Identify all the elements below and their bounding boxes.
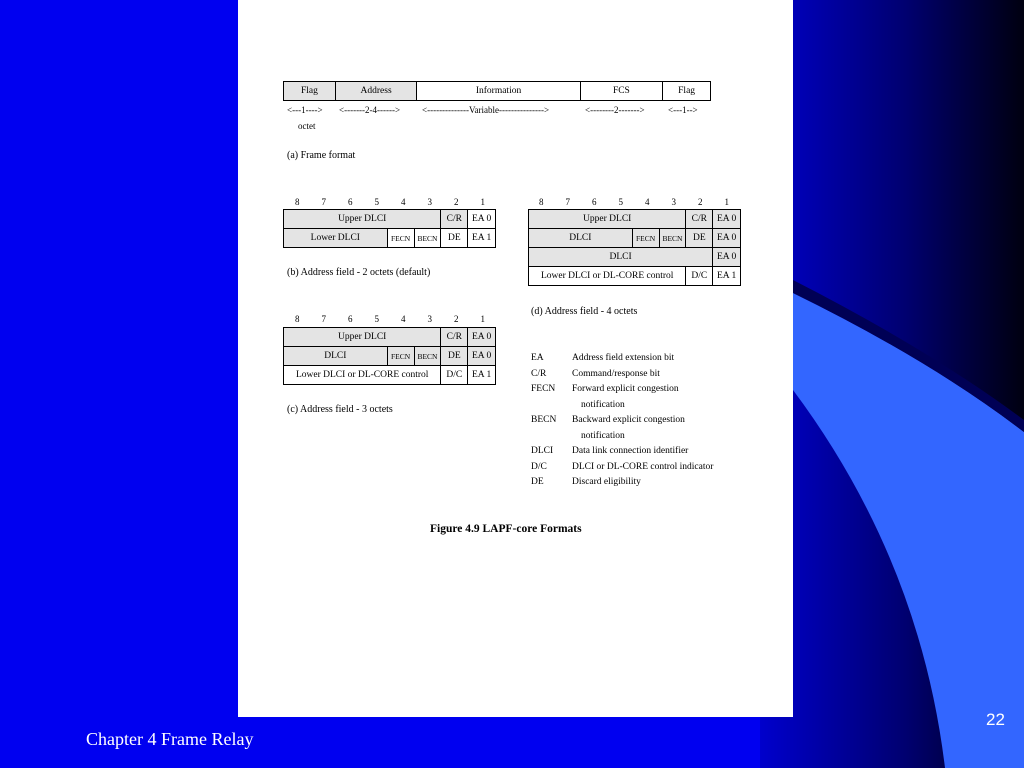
c-dlci: DLCI bbox=[284, 347, 388, 366]
caption-d: (d) Address field - 4 octets bbox=[531, 306, 638, 317]
d-dc: D/C bbox=[686, 267, 713, 286]
caption-b: (b) Address field - 2 octets (default) bbox=[287, 267, 431, 278]
frame-format-table bbox=[283, 81, 711, 101]
d-cr: C/R bbox=[686, 210, 713, 229]
d-upper-dlci: Upper DLCI bbox=[529, 210, 686, 229]
c-lower-dlci-core: Lower DLCI or DL-CORE control bbox=[284, 366, 441, 385]
legend-row: D/C DLCI or DL-CORE control indicator bbox=[531, 461, 714, 472]
figure-title: Figure 4.9 LAPF-core Formats bbox=[430, 523, 582, 535]
c-ea1: EA 1 bbox=[468, 366, 496, 385]
b-fecn: FECN bbox=[387, 229, 414, 248]
d-ea0-3: EA 0 bbox=[713, 248, 741, 267]
d-de: DE bbox=[686, 229, 713, 248]
legend-row: DE Discard eligibility bbox=[531, 477, 641, 487]
b-becn: BECN bbox=[414, 229, 441, 248]
d-lower-dlci-core: Lower DLCI or DL-CORE control bbox=[529, 267, 686, 286]
d-ea1: EA 1 bbox=[713, 267, 741, 286]
b-upper-dlci: Upper DLCI bbox=[284, 210, 441, 229]
abbreviation-legend bbox=[531, 351, 747, 491]
address-field-d bbox=[528, 209, 741, 286]
b-ea0: EA 0 bbox=[468, 210, 496, 229]
frame-fcs: FCS bbox=[580, 82, 663, 101]
frame-size-5: <---1--> bbox=[668, 105, 698, 115]
bit-numbers-c: 8 7 6 5 4 3 2 1 bbox=[295, 314, 485, 324]
c-de: DE bbox=[441, 347, 468, 366]
frame-information: Information bbox=[417, 82, 580, 101]
legend-row: BECN Backward explicit congestion bbox=[531, 415, 685, 425]
d-dlci-2: DLCI bbox=[529, 248, 713, 267]
caption-c: (c) Address field - 3 octets bbox=[287, 404, 393, 415]
legend-row: DLCI Data link connection identifier bbox=[531, 446, 689, 456]
bit-numbers-d: 8 7 6 5 4 3 2 1 bbox=[539, 197, 729, 207]
c-fecn: FECN bbox=[387, 347, 414, 366]
d-becn: BECN bbox=[659, 229, 686, 248]
c-dc: D/C bbox=[441, 366, 468, 385]
legend-row: C/R Command/response bit bbox=[531, 368, 660, 379]
legend-row-cont: notification bbox=[581, 399, 625, 410]
b-cr: C/R bbox=[441, 210, 468, 229]
slide-footer: Chapter 4 Frame Relay bbox=[86, 729, 254, 749]
frame-size-3: <--------------Variable---------------> bbox=[422, 105, 550, 115]
figure-page bbox=[238, 0, 793, 717]
b-lower-dlci: Lower DLCI bbox=[284, 229, 388, 248]
frame-size-1: <---1----> bbox=[287, 105, 323, 115]
b-ea1: EA 1 bbox=[468, 229, 496, 248]
d-ea0-1: EA 0 bbox=[713, 210, 741, 229]
octet-label: octet bbox=[298, 121, 316, 131]
slide-number: 22 bbox=[986, 710, 1005, 729]
frame-flag-1: Flag bbox=[284, 82, 336, 101]
c-ea0-1: EA 0 bbox=[468, 328, 496, 347]
b-de: DE bbox=[441, 229, 468, 248]
caption-a: (a) Frame format bbox=[287, 150, 356, 161]
d-ea0-2: EA 0 bbox=[713, 229, 741, 248]
c-ea0-2: EA 0 bbox=[468, 347, 496, 366]
d-dlci-1: DLCI bbox=[529, 229, 633, 248]
address-field-b bbox=[283, 209, 496, 248]
d-fecn: FECN bbox=[632, 229, 659, 248]
frame-size-2: <-------2-4------> bbox=[339, 105, 401, 115]
c-cr: C/R bbox=[441, 328, 468, 347]
c-becn: BECN bbox=[414, 347, 441, 366]
legend-row: FECN Forward explicit congestion bbox=[531, 384, 679, 394]
bit-numbers-b: 8 7 6 5 4 3 2 1 bbox=[295, 197, 485, 207]
frame-size-4: <--------2-------> bbox=[585, 105, 645, 115]
frame-flag-2: Flag bbox=[663, 82, 711, 101]
legend-row: EA Address field extension bit bbox=[531, 353, 675, 363]
address-field-c bbox=[283, 327, 496, 385]
frame-address: Address bbox=[335, 82, 417, 101]
c-upper-dlci: Upper DLCI bbox=[284, 328, 441, 347]
legend-row-cont: notification bbox=[581, 430, 625, 441]
